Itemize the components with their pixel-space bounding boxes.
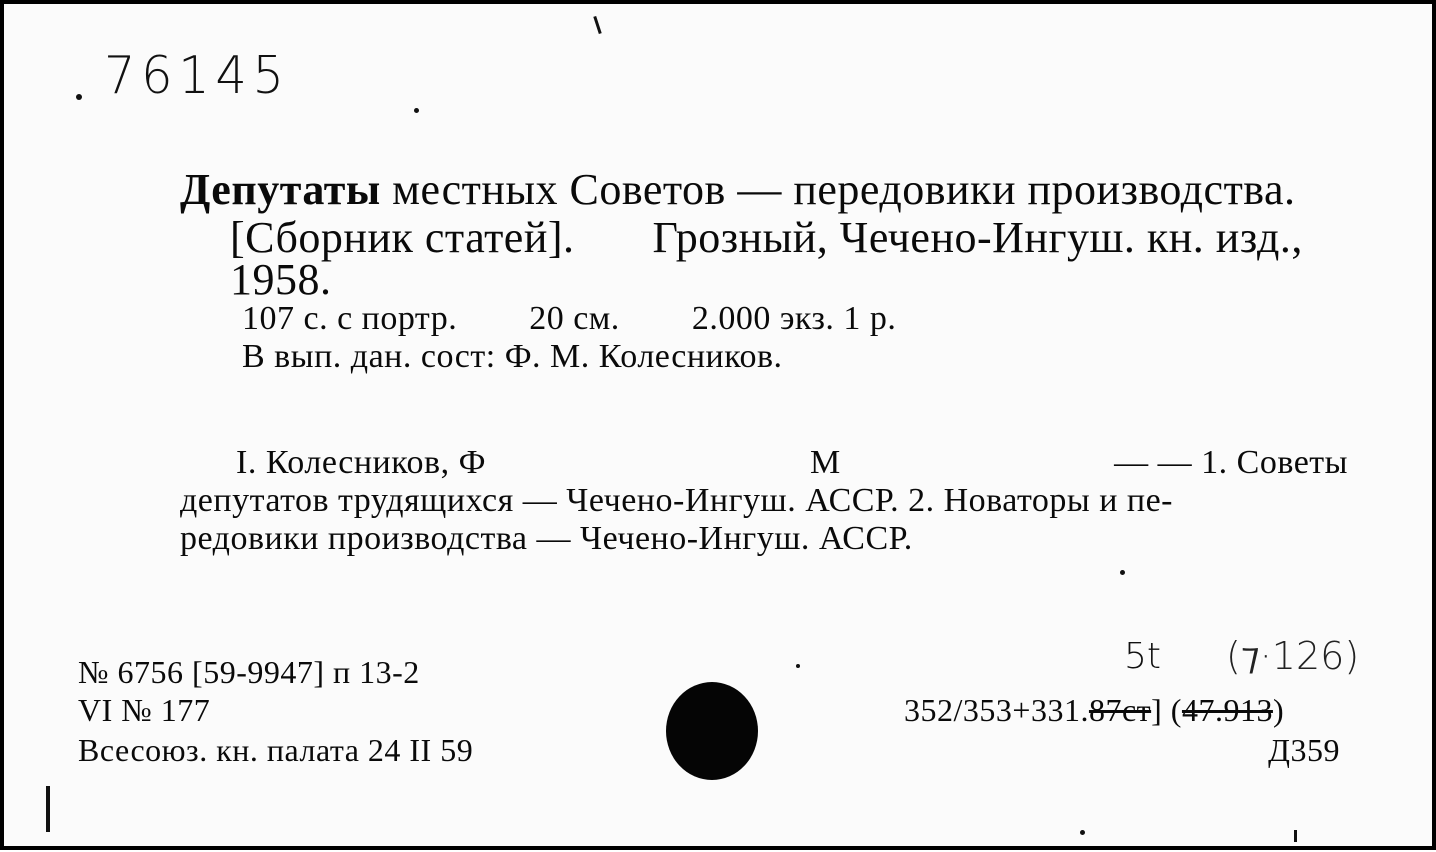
- physical-description: [242, 300, 896, 338]
- speck: [414, 108, 419, 113]
- physical-copies: 2.000 экз. 1 р.: [691, 300, 897, 337]
- subject-line-1: [236, 444, 1348, 482]
- compiler-note: В вып. дан. сост: Ф. М. Колесников.: [242, 338, 783, 375]
- class-a: 352/353+331.: [904, 692, 1089, 728]
- class-struck-2: 47.913: [1181, 692, 1273, 728]
- subject-line-2: депутатов трудящихся — Чечено-Ингуш. АССР. 2. Новаторы и пе-: [180, 482, 1174, 519]
- title-bold: Депутаты: [180, 165, 381, 214]
- handwritten-paren-note: (⁊·126): [1226, 634, 1360, 678]
- class-c: ): [1272, 692, 1285, 728]
- title-line-2: [230, 212, 1303, 263]
- author-code: Д359: [1268, 732, 1340, 768]
- title-line-2-b: Грозный, Чечено-Ингуш. кн. изд.,: [652, 213, 1303, 262]
- subject-a: I. Колесников, Ф: [236, 444, 486, 481]
- speck: [76, 94, 82, 100]
- class-b: ] (: [1151, 692, 1182, 728]
- footer-chamber: Всесоюз. кн. палата 24 II 59: [78, 732, 474, 768]
- title-rest: местных Советов — передовики производства.: [380, 165, 1296, 214]
- accession-number: 76145: [104, 46, 290, 106]
- footer-series: VI № 177: [78, 692, 211, 728]
- title-line-2-a: [Сборник статей].: [230, 213, 575, 262]
- speck: [1120, 570, 1125, 575]
- scan-mark-top: [593, 16, 601, 34]
- title-line-1: [180, 164, 1296, 215]
- footer-record-number: № 6756 [59-9947] п 13-2: [78, 654, 420, 690]
- subject-line-3: редовики производства — Чечено-Ингуш. АССР.: [180, 520, 913, 557]
- speck: [1080, 830, 1085, 835]
- handwritten-note: 5t: [1124, 636, 1162, 677]
- scan-mark-left: [46, 786, 50, 832]
- physical-size: 20 см.: [529, 300, 620, 337]
- title-year: 1958.: [230, 255, 332, 304]
- subject-b: М: [810, 444, 841, 481]
- physical-pages: 107 с. с портр.: [242, 300, 458, 337]
- punch-hole: [666, 682, 758, 780]
- scan-mark-bottom-right: [1294, 830, 1297, 842]
- class-struck: 87ст: [1088, 692, 1152, 728]
- classification-code: [904, 692, 1284, 729]
- subject-c: — — 1. Советы: [1114, 444, 1348, 481]
- speck: [796, 664, 800, 668]
